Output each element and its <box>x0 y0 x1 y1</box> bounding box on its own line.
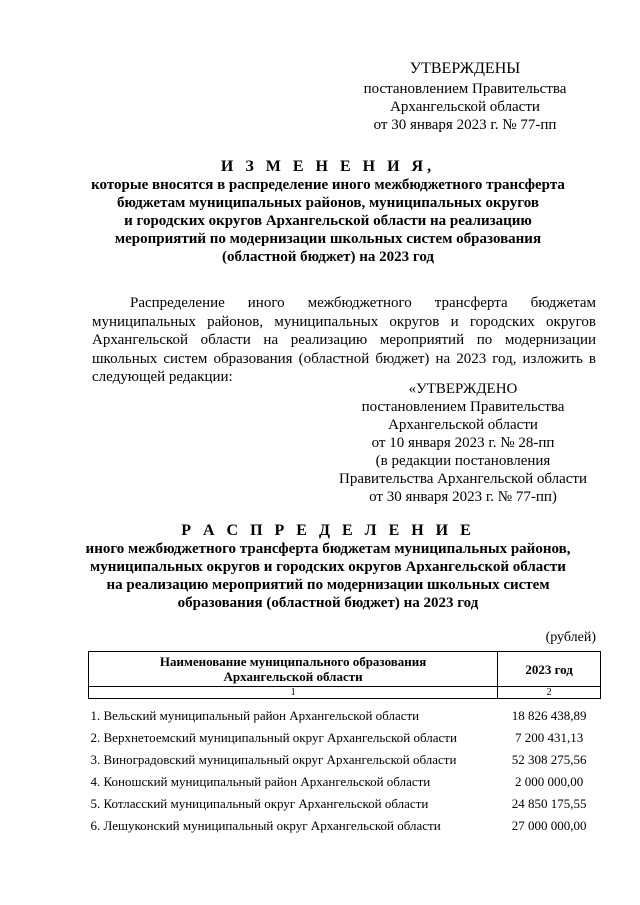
approval-line: постановлением Правительства <box>363 81 567 97</box>
column-header-name <box>89 652 498 687</box>
municipality-name: 5. Котласский муниципальный округ Архангельской области <box>90 796 429 811</box>
changes-subtitle-line: бюджетам муниципальных районов, муниципальных округов <box>117 195 539 211</box>
amount-value: 18 826 438,89 <box>511 708 587 723</box>
distribution-subtitle-line: на реализацию мероприятий по модернизации школьных систем <box>106 577 550 593</box>
column-number: 2 <box>498 687 601 699</box>
body-paragraph: Распределение иного межбюджетного трансферта бюджетам муниципальных районов, муниципальных округов и городских округов Архангельской области на реализацию мероприятий по модернизации школьных систем образования (областной бюджет) на 2023 год, изложить в следующей редакции: <box>92 295 596 385</box>
amount-value: 7 200 431,13 <box>514 730 584 745</box>
distribution-subtitle-line: образования (областной бюджет) на 2023 год <box>177 595 479 611</box>
changes-heading <box>60 158 596 266</box>
table-row <box>89 793 601 815</box>
approval-line: от 30 января 2023 г. № 77-пп <box>373 117 557 133</box>
approval2-line: Правительства Архангельской области <box>338 471 587 487</box>
changes-title: И З М Е Н Е Н И Я, <box>220 158 436 175</box>
table-row <box>89 727 601 749</box>
column-header-name-line2: Архангельской области <box>223 669 363 684</box>
municipality-name: 1. Вельский муниципальный район Архангельской области <box>90 708 420 723</box>
municipality-name: 4. Коношский муниципальный район Архангельской области <box>90 774 431 789</box>
changes-subtitle-line: и городских округов Архангельской области на реализацию <box>124 213 532 229</box>
changes-subtitle-line: которые вносятся в распределение иного межбюджетного трансферта <box>91 177 565 193</box>
municipality-name: 2. Верхнетоемский муниципальный округ Архангельской области <box>90 730 457 745</box>
column-number: 1 <box>89 687 498 699</box>
amount-value: 2 000 000,00 <box>514 774 584 789</box>
approval-line: Архангельской области <box>390 99 540 115</box>
column-header-year: 2023 год <box>498 652 601 687</box>
table-row <box>89 749 601 771</box>
approval2-line: от 10 января 2023 г. № 28-пп <box>371 435 555 451</box>
amount-value: 27 000 000,00 <box>511 818 587 833</box>
amount-value: 52 308 275,56 <box>511 752 587 767</box>
distribution-title: Р А С П Р Е Д Е Л Е Н И Е <box>181 522 475 539</box>
municipality-name: 6. Лешуконский муниципальный округ Архангельской области <box>90 818 441 833</box>
changes-subtitle-line: (областной бюджет) на 2023 год <box>222 249 434 265</box>
units-label: (рублей) <box>545 630 596 645</box>
table-row <box>89 699 601 728</box>
budget-table <box>88 651 601 837</box>
column-header-name-line1: Наименование муниципального образования <box>159 654 427 669</box>
distribution-heading <box>60 522 596 612</box>
approval-stamp <box>360 60 570 134</box>
approval2-line: постановлением Правительства <box>361 399 565 415</box>
distribution-subtitle-line: муниципальных округов и городских округов Архангельской области <box>90 559 566 575</box>
table-row <box>89 815 601 837</box>
approval2-line: Архангельской области <box>388 417 538 433</box>
approval2-line: от 30 января 2023 г. № 77-пп) <box>369 489 557 505</box>
table-row <box>89 771 601 793</box>
amount-value: 24 850 175,55 <box>511 796 587 811</box>
distribution-subtitle-line: иного межбюджетного трансферта бюджетам муниципальных районов, <box>85 541 571 557</box>
approval2-heading: «УТВЕРЖДЕНО <box>408 381 518 397</box>
approval2-line: (в редакции постановления <box>375 453 551 469</box>
municipality-name: 3. Виноградовский муниципальный округ Архангельской области <box>90 752 457 767</box>
changes-subtitle-line: мероприятий по модернизации школьных систем образования <box>114 231 542 247</box>
approval-stamp-2 <box>330 380 596 506</box>
approval-heading: УТВЕРЖДЕНЫ <box>409 60 521 77</box>
